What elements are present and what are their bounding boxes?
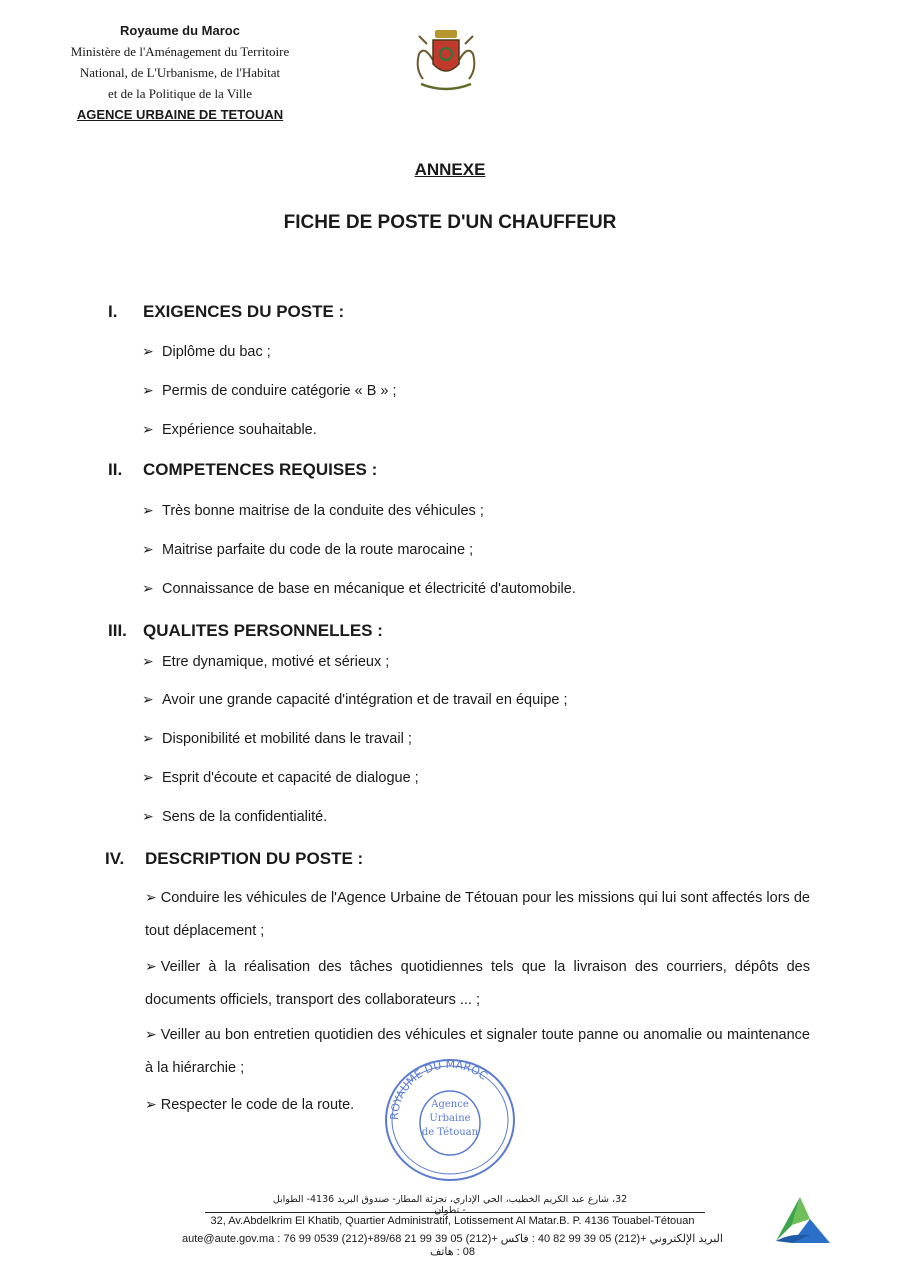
kingdom-name: Royaume du Maroc [120,23,240,38]
royal-emblem-icon [405,24,487,96]
arrow-bullet-icon: ➢ [142,653,154,669]
list-item: ➢ Sens de la confidentialité. [142,808,328,825]
svg-text:ROYAUME DU MAROC [388,1058,490,1120]
list-item: ➢ Veiller au bon entretien quotidien des véhicules et signaler toute panne ou anomalie ou maintenance à la hiérarchie ; [145,1026,810,1076]
arrow-bullet-icon: ➢ [142,343,154,359]
arrow-bullet-icon: ➢ [145,1096,157,1112]
footer-arabic-address: 32، شارع عبد الكريم الخطيب، الحي الإداري، تجزئة المطار- صندوق البريد 4136- الطوابل - تطوان [272,1194,628,1216]
section-title: COMPETENCES REQUISES : [143,460,378,479]
list-item: ➢ Disponibilité et mobilité dans le travail ; [142,730,412,747]
section-number: IV. [105,849,125,868]
arrow-bullet-icon: ➢ [142,769,154,785]
section-title: DESCRIPTION DU POSTE : [145,849,364,868]
arrow-bullet-icon: ➢ [142,580,154,596]
list-item: ➢ Respecter le code de la route. [145,1096,355,1113]
ministry-line-1: Ministère de l'Aménagement du Territoire [70,44,290,59]
agency-logo-icon [770,1195,832,1247]
arrow-bullet-icon: ➢ [142,421,154,437]
list-item: ➢ Maitrise parfaite du code de la route marocaine ; [142,541,474,558]
arrow-bullet-icon: ➢ [142,502,154,518]
list-item: ➢ Esprit d'écoute et capacité de dialogue ; [142,769,419,786]
list-item: ➢ Diplôme du bac ; [142,343,271,360]
section-title: QUALITES PERSONNELLES : [143,621,383,640]
stamp-text-line: de Tétouan [421,1127,479,1138]
stamp-text-line: Urbaine [429,1113,471,1124]
list-item: ➢ Permis de conduire catégorie « B » ; [142,382,397,399]
letterhead [50,20,310,125]
stamp-ring-text: ROYAUME DU MAROC [387,1057,490,1121]
ministry-line-3: et de la Politique de la Ville [107,86,253,101]
list-item: ➢ Conduire les véhicules de l'Agence Urbaine de Tétouan pour les missions qui lui sont affectés lors de tout déplacement ; [145,889,810,939]
section-number: I. [108,302,118,321]
section-number: III. [108,621,127,640]
arrow-bullet-icon: ➢ [142,808,154,824]
list-item: ➢ Avoir une grande capacité d'intégration et de travail en équipe ; [142,691,568,708]
ministry-line-2: National, de L'Urbanisme, de l'Habitat [79,65,281,80]
agency-stamp [380,1055,520,1185]
list-item: ➢ Expérience souhaitable. [142,421,317,438]
list-item: ➢ Très bonne maitrise de la conduite des véhicules ; [142,502,484,519]
footer-divider [205,1212,705,1213]
arrow-bullet-icon: ➢ [145,889,157,905]
document-title: FICHE DE POSTE D'UN CHAUFFEUR [283,212,617,233]
footer-address: 32, Av.Abdelkrim El Khatib, Quartier Administratif, Lotissement Al Matar.B. P. 4136 Touabel-Tétouan [210,1215,695,1227]
list-item: ➢ Connaissance de base en mécanique et électricité d'automobile. [142,580,576,597]
arrow-bullet-icon: ➢ [142,382,154,398]
arrow-bullet-icon: ➢ [142,691,154,707]
section-title: EXIGENCES DU POSTE : [143,302,345,321]
arrow-bullet-icon: ➢ [142,730,154,746]
arrow-bullet-icon: ➢ [145,1026,157,1042]
agency-name: AGENCE URBAINE DE TETOUAN [76,107,284,122]
section-number: II. [108,460,123,479]
arrow-bullet-icon: ➢ [142,541,154,557]
list-item: ➢ Etre dynamique, motivé et sérieux ; [142,653,390,670]
footer-contact: aute@aute.gov.ma : البريد الإلكتروني +(212) 05 39 99 82 40 : فاكس +(212) 05 39 99 21 89/68+(212) 0539 99 76 08 : هاتف [182,1233,723,1258]
annexe-heading: ANNEXE [414,160,486,179]
stamp-text-line: Agence [431,1099,469,1110]
list-item: ➢ Veiller à la réalisation des tâches quotidiennes tels que la livraison des courriers, dépôts des documents officiels, transport des collaborateurs ... ; [145,958,810,1008]
arrow-bullet-icon: ➢ [145,958,157,974]
